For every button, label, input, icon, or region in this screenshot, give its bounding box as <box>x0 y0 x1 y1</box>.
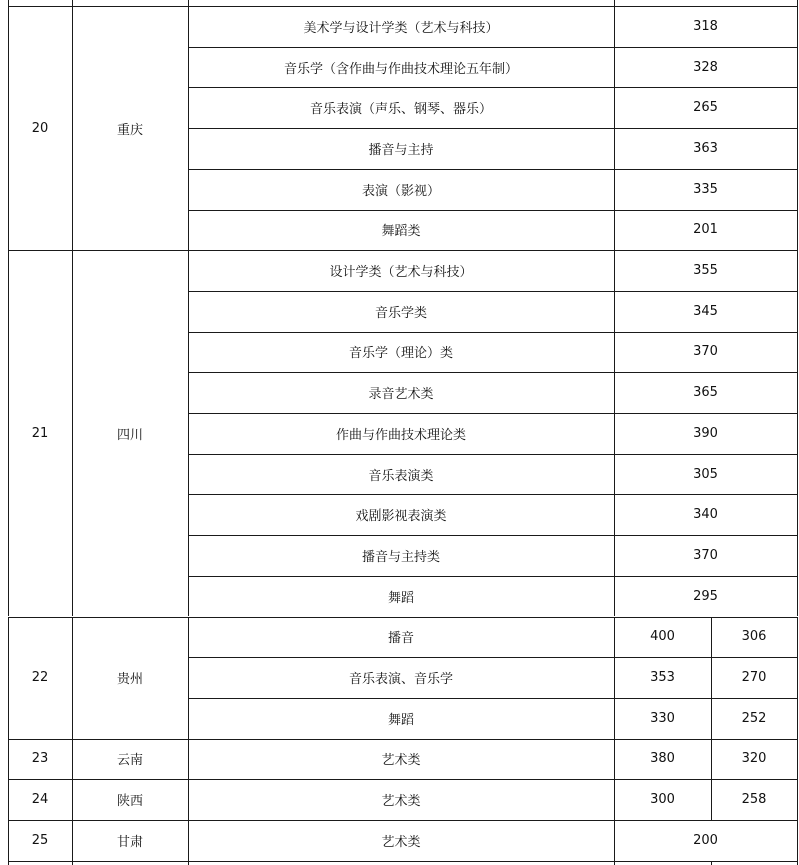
column-rule <box>72 820 73 861</box>
column-rule <box>797 820 798 861</box>
province-cell: 贵州 <box>116 672 143 688</box>
province-cell: 陕西 <box>116 794 143 810</box>
column-rule <box>797 250 798 616</box>
major-cell: 设计学类（艺术与科技） <box>329 265 473 281</box>
score-cell: 365 <box>693 385 718 401</box>
column-rule <box>711 698 712 739</box>
major-cell: 艺术类 <box>381 794 421 810</box>
score-cell: 328 <box>693 59 718 75</box>
column-rule <box>72 617 73 739</box>
column-rule <box>8 861 9 865</box>
column-rule <box>8 739 9 780</box>
score-cell-a: 400 <box>650 629 675 645</box>
column-rule <box>8 250 9 616</box>
major-cell: 播音与主持 <box>368 142 434 158</box>
major-cell: 音乐学类 <box>374 305 427 321</box>
score-cell-a: 330 <box>650 710 675 726</box>
major-cell: 音乐表演（声乐、钢琴、器乐） <box>309 102 492 118</box>
column-rule <box>72 739 73 780</box>
column-rule <box>711 861 712 865</box>
score-cell: 340 <box>693 507 718 523</box>
province-cell: 四川 <box>116 427 143 443</box>
major-cell: 表演（影视） <box>361 183 440 199</box>
column-rule <box>8 820 9 861</box>
column-rule <box>711 657 712 698</box>
column-rule <box>72 779 73 820</box>
column-rule <box>614 861 615 865</box>
score-cell-b: 270 <box>741 670 767 686</box>
major-cell: 音乐表演类 <box>368 468 434 484</box>
province-cell: 云南 <box>116 753 143 769</box>
score-cell-b: 320 <box>741 751 767 767</box>
column-rule <box>72 861 73 865</box>
column-rule <box>797 617 798 739</box>
row-rule <box>8 861 798 862</box>
score-cell-a: 353 <box>650 670 675 686</box>
major-cell: 音乐表演、音乐学 <box>348 672 453 688</box>
score-cell: 201 <box>693 222 718 238</box>
major-cell: 舞蹈 <box>387 590 414 606</box>
major-cell: 录音艺术类 <box>368 387 434 403</box>
major-cell: 播音与主持类 <box>361 549 440 565</box>
column-rule <box>711 739 712 780</box>
row-number: 25 <box>31 832 49 848</box>
row-number: 23 <box>31 751 49 767</box>
major-cell: 音乐学（理论）类 <box>348 346 453 362</box>
score-cell-b: 252 <box>741 710 767 726</box>
major-cell: 戏剧影视表演类 <box>355 509 447 525</box>
score-cell-b: 306 <box>741 629 767 645</box>
score-cell: 295 <box>693 588 718 604</box>
province-cell: 重庆 <box>116 122 143 138</box>
score-cell: 200 <box>693 832 718 848</box>
score-cell: 345 <box>693 303 718 319</box>
column-rule <box>8 617 9 739</box>
score-cell: 355 <box>693 263 718 279</box>
column-rule <box>8 779 9 820</box>
column-rule <box>797 861 798 865</box>
score-cell-b: 258 <box>741 792 767 808</box>
column-rule <box>72 6 73 250</box>
major-cell: 播音 <box>387 631 414 647</box>
score-cell: 265 <box>693 100 718 116</box>
column-rule <box>8 6 9 250</box>
score-cell: 370 <box>693 344 718 360</box>
major-cell: 艺术类 <box>381 834 421 850</box>
column-rule <box>188 861 189 865</box>
major-cell: 舞蹈类 <box>381 224 421 240</box>
score-cell: 363 <box>693 140 718 156</box>
column-rule <box>72 250 73 616</box>
score-cell: 370 <box>693 547 718 563</box>
score-cell-a: 380 <box>650 751 675 767</box>
score-cell: 335 <box>693 181 718 197</box>
major-cell: 作曲与作曲技术理论类 <box>335 427 466 443</box>
province-cell: 甘肃 <box>116 834 143 850</box>
column-rule <box>797 739 798 780</box>
column-rule <box>797 779 798 820</box>
score-cell: 305 <box>693 466 718 482</box>
score-cell: 390 <box>693 425 718 441</box>
score-cell-a: 300 <box>650 792 675 808</box>
row-number: 21 <box>31 425 49 441</box>
major-cell: 音乐学（含作曲与作曲技术理论五年制） <box>283 61 518 77</box>
row-number: 20 <box>31 120 49 136</box>
major-cell: 舞蹈 <box>387 712 414 728</box>
row-number: 22 <box>31 670 49 686</box>
score-cell: 318 <box>693 18 718 34</box>
column-rule <box>711 779 712 820</box>
row-number: 24 <box>31 792 49 808</box>
major-cell: 美术学与设计学类（艺术与科技） <box>303 20 499 36</box>
major-cell: 艺术类 <box>381 753 421 769</box>
column-rule <box>711 617 712 658</box>
